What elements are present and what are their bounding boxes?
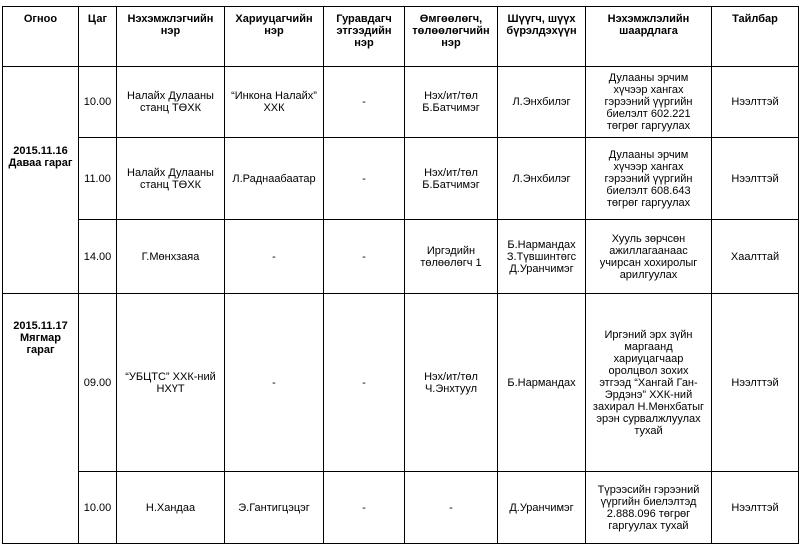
header-advocate: Өмгөөлөгч, төлөөлөгчийн нэр [405,7,498,67]
judge-cell: Б.Нармандах [498,294,586,472]
table-row [3,67,799,138]
third-party-cell: - [324,220,405,294]
header-defendant: Хариуцагчийн нэр [225,7,324,67]
judge-cell: Л.Энхбилэг [498,67,586,138]
judge-cell: Д.Уранчимэг [498,472,586,544]
claim-cell: Түрээсийн гэрээний үүргийн биелэлтэд 2.888.096 төгрөг гаргуулах тухай [586,472,712,544]
defendant-cell: - [225,220,324,294]
judge-cell: Л.Энхбилэг [498,138,586,220]
defendant-cell: Л.Раднаабаатар [225,138,324,220]
time-cell: 14.00 [79,220,117,294]
claim-cell: Дулааны эрчим хүчээр хангах гэрээний үүргийн биелэлт 602.221 төгрөг гаргуулах [586,67,712,138]
defendant-cell: - [225,294,324,472]
header-remark: Тайлбар [712,7,799,67]
claim-cell: Хууль зөрчсөн ажиллагаанаас учирсан хохиролыг арилгуулах [586,220,712,294]
third-party-cell: - [324,294,405,472]
header-row [3,7,799,67]
defendant-cell: Э.Гантигцэцэг [225,472,324,544]
remark-cell: Нээлттэй [712,67,799,138]
header-time: Цаг [79,7,117,67]
remark-cell: Хаалттай [712,220,799,294]
weekday-value: Даваа гараг [8,157,73,169]
date-cell [3,67,79,294]
judge-cell: Б.Нармандах З.Түвшинтөгс Д.Уранчимэг [498,220,586,294]
time-cell: 10.00 [79,67,117,138]
plaintiff-cell: Н.Хандаа [117,472,225,544]
weekday-value: Мягмар гараг [20,332,61,356]
advocate-cell: Нэх/ит/төл Ч.Энхтуул [405,294,498,472]
remark-cell: Нээлттэй [712,294,799,472]
plaintiff-cell: Г.Мөнхзаяа [117,220,225,294]
plaintiff-cell: “УБЦТС” ХХК-ний НХҮТ [117,294,225,472]
advocate-cell: Иргэдийн төлөөлөгч 1 [405,220,498,294]
remark-cell: Нээлттэй [712,472,799,544]
table-row [3,138,799,220]
time-cell: 11.00 [79,138,117,220]
third-party-cell: - [324,138,405,220]
table-row [3,472,799,544]
plaintiff-cell: Налайх Дулааны станц ТӨХК [117,138,225,220]
table-row [3,294,799,472]
third-party-cell: - [324,67,405,138]
header-claim: Нэхэмжлэлийн шаардлага [586,7,712,67]
claim-cell: Иргэний эрх зүйн маргаанд хариуцагчаар оролцвол зохих этгээд “Хангай Ган-Эрдэнэ” ХХК-ний захирал Н.Мөнхбатыг эрэн сурвалжлуулах тухай [586,294,712,472]
date-value: 2015.11.17 [13,320,68,332]
time-cell: 09.00 [79,294,117,472]
defendant-cell: “Инкона Налайх” ХХК [225,67,324,138]
header-judge: Шүүгч, шүүх бүрэлдэхүүн [498,7,586,67]
court-schedule-table [2,6,799,544]
schedule-container [2,6,799,544]
time-cell: 10.00 [79,472,117,544]
header-third-party: Гуравдагч этгээдийн нэр [324,7,405,67]
advocate-cell: Нэх/ит/төл Б.Батчимэг [405,138,498,220]
claim-cell: Дулааны эрчим хүчээр хангах гэрээний үүргийн биелэлт 608.643 төгрөг гаргуулах [586,138,712,220]
third-party-cell: - [324,472,405,544]
header-date: Огноо [3,7,79,67]
header-plaintiff: Нэхэмжлэгчийн нэр [117,7,225,67]
date-value: 2015.11.16 [13,145,68,157]
plaintiff-cell: Налайх Дулааны станц ТӨХК [117,67,225,138]
advocate-cell: - [405,472,498,544]
date-cell [3,294,79,544]
remark-cell: Нээлттэй [712,138,799,220]
table-row [3,220,799,294]
advocate-cell: Нэх/ит/төл Б.Батчимэг [405,67,498,138]
